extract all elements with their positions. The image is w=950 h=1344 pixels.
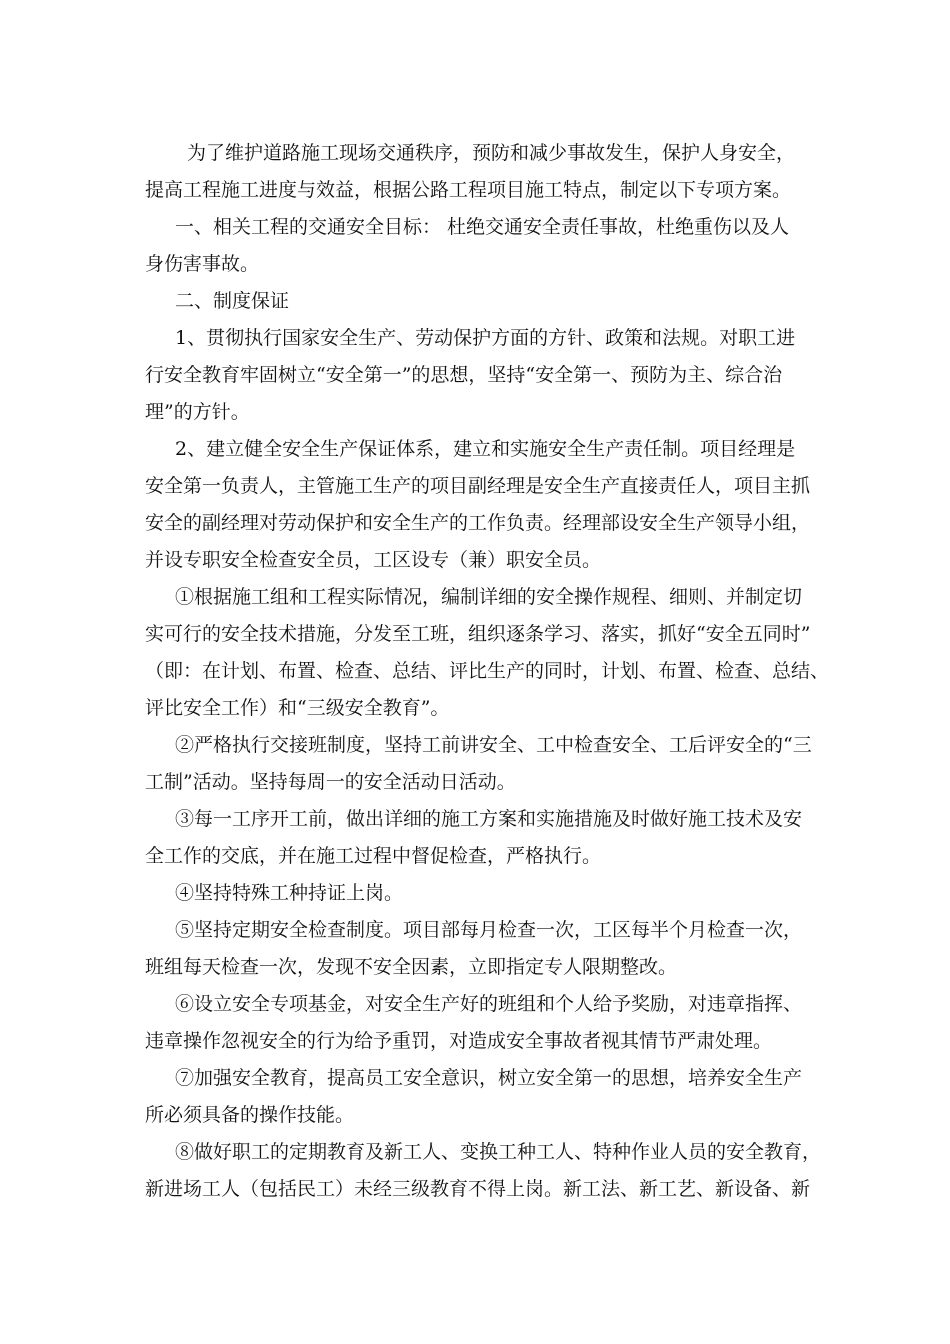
text-line: 安全的副经理对劳动保护和安全生产的工作负责。经理部设安全生产领导小组， — [145, 512, 811, 534]
paragraph-item-1 — [145, 320, 835, 431]
text-line: 一、相关工程的交通安全目标： 杜绝交通安全责任事故，杜绝重伤以及人 — [175, 216, 790, 238]
document-body — [145, 135, 835, 1208]
text-line: 班组每天检查一次，发现不安全因素，立即指定专人限期整改。 — [145, 956, 678, 978]
text-line: 并设专职安全检查安全员，工区设专（兼）职安全员。 — [145, 549, 602, 571]
text-line: ②严格执行交接班制度，坚持工前讲安全、工中检查安全、工后评安全的“三 — [175, 734, 812, 756]
text-line: 所必须具备的操作技能。 — [145, 1104, 355, 1126]
text-line: 2、建立健全安全生产保证体系，建立和实施安全生产责任制。项目经理是 — [175, 438, 796, 460]
paragraph-sub-4 — [145, 875, 835, 912]
paragraph-sub-6 — [145, 986, 835, 1060]
paragraph-sub-2 — [145, 727, 835, 801]
paragraph-sub-8 — [145, 1134, 835, 1208]
text-line: 评比安全工作）和“三级安全教育”。 — [145, 697, 450, 719]
text-line: 违章操作忽视安全的行为给予重罚，对造成安全事故者视其情节严肃处理。 — [145, 1030, 773, 1052]
text-line: 为了维护道路施工现场交通秩序，预防和减少事故发生，保护人身安全， — [187, 142, 796, 164]
text-line: ③每一工序开工前，做出详细的施工方案和实施措施及时做好施工技术及安 — [175, 808, 803, 830]
text-line: ①根据施工组和工程实际情况，编制详细的安全操作规程、细则、并制定切 — [175, 586, 803, 608]
text-line: ⑥设立安全专项基金，对安全生产好的班组和个人给予奖励，对违章指挥、 — [175, 993, 803, 1015]
section-heading — [145, 283, 835, 320]
text-line: 提高工程施工进度与效益，根据公路工程项目施工特点，制定以下专项方案。 — [145, 179, 792, 201]
paragraph-sub-5 — [145, 912, 835, 986]
text-line: 理”的方针。 — [145, 401, 250, 423]
text-line: 行安全教育牢固树立“安全第一”的思想，坚持“安全第一、预防为主、综合治 — [145, 364, 783, 386]
text-line: 安全第一负责人，主管施工生产的项目副经理是安全生产直接责任人，项目主抓 — [145, 475, 811, 497]
text-line: 身伤害事故。 — [145, 253, 260, 275]
paragraph-intro — [145, 135, 835, 209]
text-line: 二、制度保证 — [175, 290, 290, 312]
paragraph-sub-1 — [145, 579, 835, 727]
text-line: ④坚持特殊工种持证上岗。 — [175, 882, 404, 904]
text-line: ⑦加强安全教育，提高员工安全意识，树立安全第一的思想，培养安全生产 — [175, 1067, 803, 1089]
text-line: 新进场工人（包括民工）未经三级教育不得上岗。新工法、新工艺、新设备、新 — [145, 1178, 811, 1200]
text-line: 1、贯彻执行国家安全生产、劳动保护方面的方针、政策和法规。对职工进 — [175, 327, 796, 349]
text-line: 实可行的安全技术措施，分发至工班，组织逐条学习、落实，抓好“安全五同时” — [145, 623, 811, 645]
paragraph-item-2 — [145, 431, 835, 579]
paragraph-safety-goal — [145, 209, 835, 283]
text-line: 全工作的交底，并在施工过程中督促检查，严格执行。 — [145, 845, 602, 867]
text-line: （即：在计划、布置、检查、总结、评比生产的同时，计划、布置、检查、总结、 — [145, 660, 830, 682]
text-line: ⑧做好职工的定期教育及新工人、变换工种工人、特种作业人员的安全教育， — [175, 1141, 822, 1163]
paragraph-sub-7 — [145, 1060, 835, 1134]
paragraph-sub-3 — [145, 801, 835, 875]
text-line: 工制”活动。坚持每周一的安全活动日活动。 — [145, 771, 516, 793]
text-line: ⑤坚持定期安全检查制度。项目部每月检查一次，工区每半个月检查一次， — [175, 919, 803, 941]
